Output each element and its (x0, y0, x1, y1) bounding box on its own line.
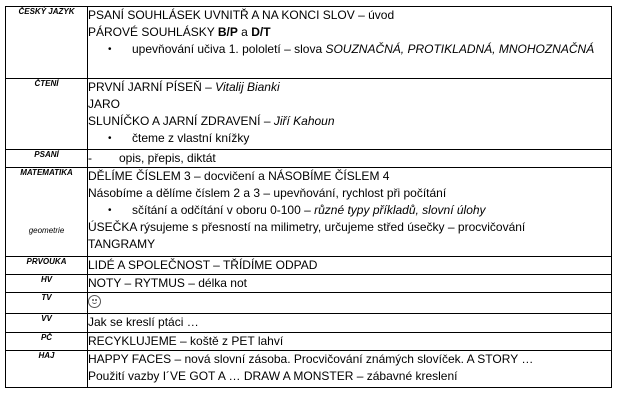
mat-line-3: ÚSEČKA rýsujeme s přesností na milimetry, určujeme střed úsečky – procvičování (88, 220, 526, 234)
content-haj (88, 351, 612, 388)
row-vv (6, 314, 612, 333)
row-prvouka (6, 257, 612, 275)
haj-line-1: HAPPY FACES – nová slovní zásoba. Procvičování známých slovíček. A STORY … (88, 352, 534, 366)
cj-line-1: PSANÍ SOUHLÁSEK UVNITŘ A NA KONCI SLOV – úvod (88, 8, 395, 22)
cteni-line-3 (88, 113, 611, 130)
subject-tv: TV (6, 293, 88, 314)
subject-hv: HV (6, 275, 88, 293)
psani-text: opis, přepis, diktát (119, 151, 216, 165)
row-tv (6, 293, 612, 314)
mat-bullet-italic: různé typy příkladů, slovní úlohy (314, 203, 486, 217)
mat-line-1: DĚLÍME ČÍSLEM 3 – docvičení a NÁSOBÍME ČÍSLEM 4 (88, 169, 390, 183)
content-cesky-jazyk (88, 7, 612, 79)
bullet-icon: • (108, 133, 112, 144)
cteni-l1-author: Vitalij Bianki (215, 80, 280, 94)
cteni-l3-author: Jiří Kahoun (273, 114, 335, 128)
cj-line-2 (88, 24, 611, 41)
bullet-icon: • (108, 44, 112, 55)
cteni-line-1 (88, 79, 611, 96)
row-hv (6, 275, 612, 293)
subject-cesky-jazyk: ČESKÝ JAZYK (6, 7, 88, 79)
mat-line-4: TANGRAMY (88, 237, 156, 251)
vv-text: Jak se kreslí ptáci … (88, 314, 612, 333)
cj-l2-text: PÁROVÉ SOUHLÁSKY (88, 25, 218, 39)
bullet-icon: • (108, 205, 112, 216)
row-matematika (6, 168, 612, 257)
cj-l2-dt: D/T (251, 25, 271, 39)
smiley-icon (88, 295, 101, 308)
row-psani (6, 150, 612, 168)
cteni-bullet-text: čteme z vlastní knížky (132, 131, 250, 145)
subject-prvouka: PRVOUKA (6, 257, 88, 275)
mat-line-2: Násobíme a dělíme číslem 2 a 3 – upevňování, rychlost při počítání (88, 186, 447, 200)
cteni-line-2: JARO (88, 97, 121, 111)
cj-bullet-text: upevňování učiva 1. pololetí – slova (132, 42, 326, 56)
cj-l2-bp: B/P (217, 25, 238, 39)
haj-line-2: Použití vazby I´VE GOT A … DRAW A MONSTER – zábavné kreslení (88, 369, 458, 383)
subject-vv: VV (6, 314, 88, 333)
cteni-l1-text: PRVNÍ JARNÍ PÍSEŇ – (88, 80, 216, 94)
geometrie-label: geometrie (28, 226, 65, 235)
content-matematika (88, 168, 612, 257)
mat-bullet-text: sčítání a odčítání v oboru 0-100 – (132, 203, 315, 217)
row-haj (6, 351, 612, 388)
content-cteni (88, 79, 612, 150)
subject-matematika-label: MATEMATIKA (20, 168, 73, 177)
mat-bullet (88, 202, 611, 219)
content-psani (88, 150, 612, 168)
subject-pc: PČ (6, 333, 88, 351)
subject-cteni: ČTENÍ (6, 79, 88, 150)
pc-text: RECYKLUJEME – koště z PET lahví (88, 333, 612, 351)
cj-bullet (88, 41, 611, 58)
row-pc (6, 333, 612, 351)
row-cteni (6, 79, 612, 150)
content-tv (88, 293, 612, 314)
dash-mark: - (88, 151, 92, 165)
cteni-l3-text: SLUNÍČKO A JARNÍ ZDRAVENÍ – (88, 114, 274, 128)
cj-l2-and: a (237, 25, 252, 39)
subject-matematika (6, 168, 88, 257)
subject-psani: PSANÍ (6, 150, 88, 168)
weekly-plan-table (5, 6, 612, 388)
hv-text: NOTY – RYTMUS – délka not (88, 275, 612, 293)
subject-haj: HAJ (6, 351, 88, 388)
prvouka-text: LIDÉ A SPOLEČNOST – TŘÍDÍME ODPAD (88, 257, 612, 275)
row-cesky-jazyk (6, 7, 612, 79)
cj-bullet-italic: SOUZNAČNÁ, PROTIKLADNÁ, MNOHOZNAČNÁ (325, 42, 595, 56)
cteni-bullet (88, 130, 611, 147)
